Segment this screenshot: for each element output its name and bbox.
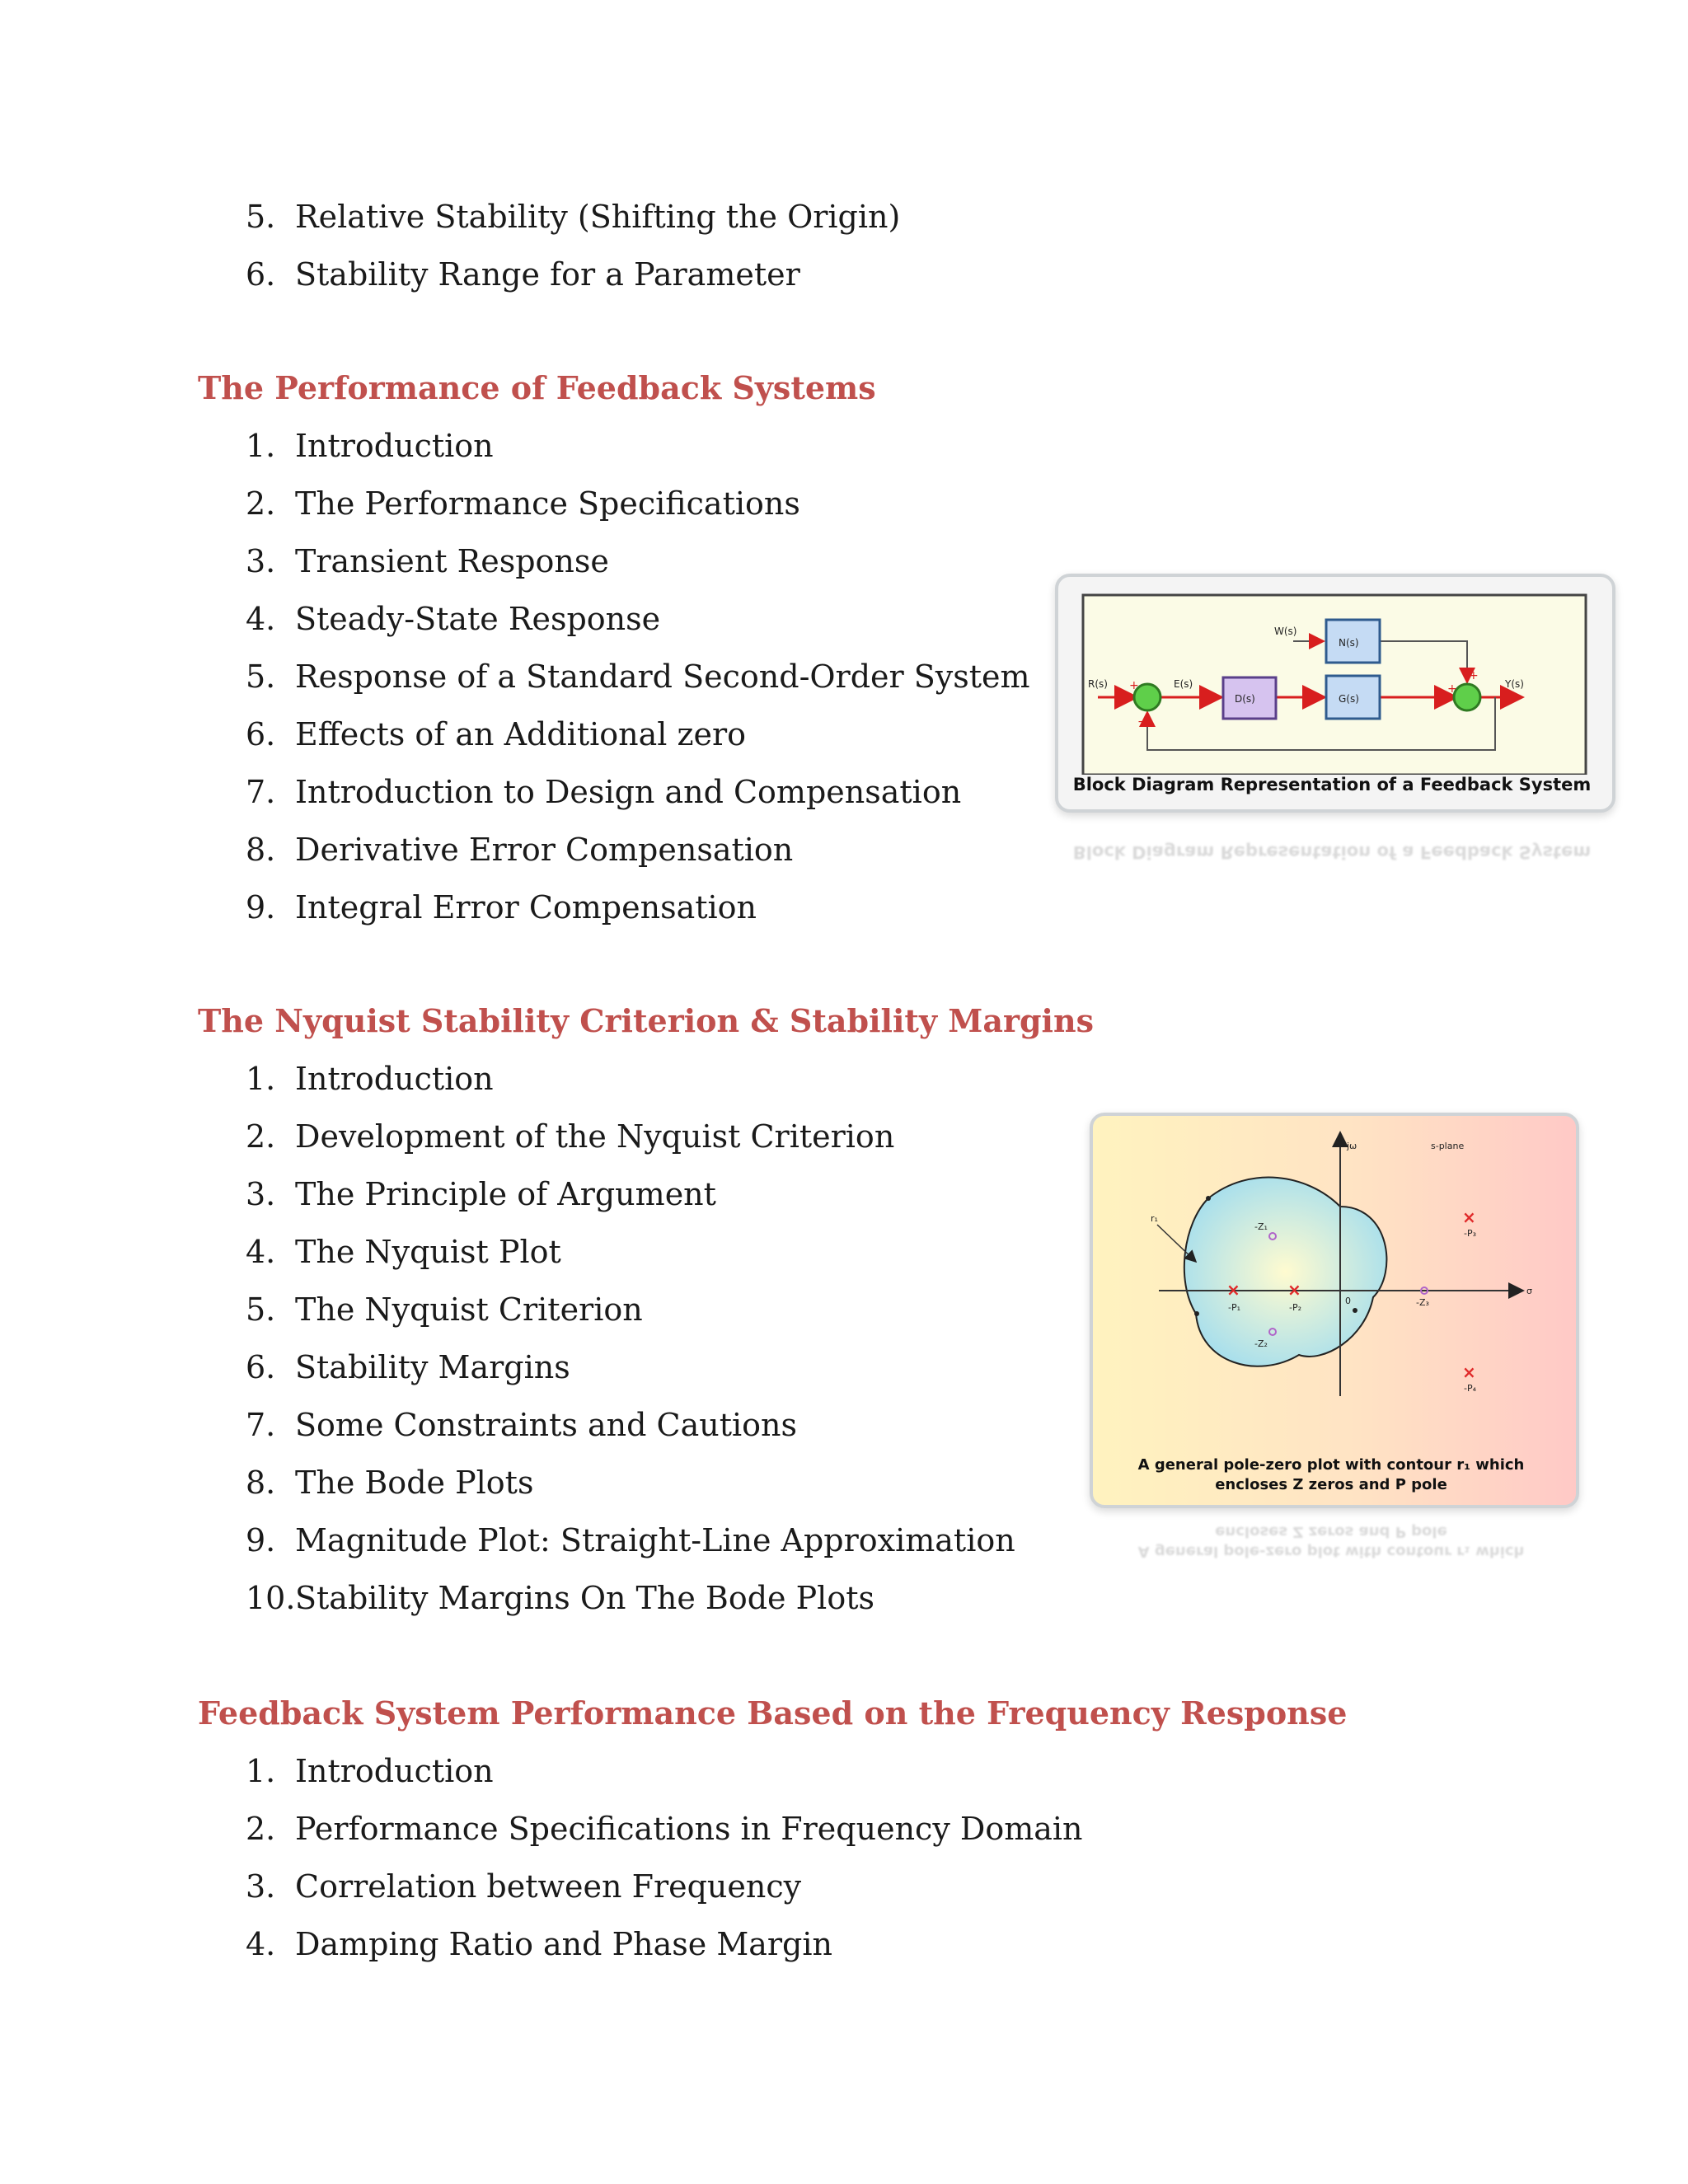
list-text: Relative Stability (Shifting the Origin) (295, 199, 901, 235)
list-number: 5. (246, 199, 276, 235)
block-diagram-figure (1055, 574, 1615, 887)
plus-sign: + (1469, 669, 1479, 682)
list-number: 4. (246, 1234, 276, 1270)
pole-label: -P₂ (1289, 1302, 1302, 1313)
pole-marker-icon: × (1462, 1362, 1476, 1382)
list-text: Stability Margins (295, 1349, 570, 1385)
controller-label: D(s) (1235, 693, 1255, 705)
list-text: The Performance Specifications (295, 485, 800, 522)
list-text: Steady-State Response (295, 601, 661, 637)
list-text: Introduction (295, 1753, 494, 1789)
pole-zero-caption-line1: A general pole-zero plot with contour r₁ which (1137, 1456, 1525, 1474)
pole-zero-reflection (1090, 1511, 1573, 1594)
jw-label: jω (1347, 1141, 1357, 1151)
list-text: Effects of an Additional zero (295, 716, 747, 752)
list-number: 9. (246, 889, 276, 926)
output-label: Y(s) (1505, 678, 1524, 690)
list-text: Derivative Error Compensation (295, 832, 794, 868)
list-text: Some Constraints and Cautions (295, 1407, 798, 1443)
list-number: 2. (246, 1811, 276, 1847)
list-text: Introduction to Design and Compensation (295, 774, 962, 810)
list-number: 9. (246, 1522, 276, 1558)
plus-sign: + (1129, 679, 1139, 692)
sigma-label: σ (1526, 1286, 1532, 1296)
list-number: 3. (246, 1868, 276, 1905)
pole-label: -P₃ (1464, 1228, 1477, 1239)
pole-zero-svg (1093, 1116, 1569, 1429)
contour-dot (1194, 1311, 1199, 1316)
list-number: 1. (246, 428, 276, 464)
pole-label: -P₁ (1228, 1302, 1241, 1313)
list-number: 8. (246, 1465, 276, 1501)
list-text: Response of a Standard Second-Order System (295, 658, 1030, 695)
input-label: R(s) (1088, 678, 1108, 690)
list-text: Transient Response (295, 543, 609, 579)
list-number: 4. (246, 601, 276, 637)
section-heading-performance: The Performance of Feedback Systems (198, 369, 876, 406)
list-text: Performance Specifications in Frequency Domain (295, 1811, 1083, 1847)
list-number: 3. (246, 543, 276, 579)
contour-label: r₁ (1151, 1213, 1158, 1224)
list-text: Introduction (295, 428, 494, 464)
noise-label: N(s) (1339, 637, 1359, 649)
list-number: 1. (246, 1753, 276, 1789)
list-number: 6. (246, 256, 276, 293)
list-text: Magnitude Plot: Straight-Line Approximation (295, 1522, 1015, 1558)
list-text: Development of the Nyquist Criterion (295, 1118, 895, 1155)
list-text: The Bode Plots (295, 1465, 534, 1501)
pole-zero-caption-line2: encloses Z zeros and P pole (1215, 1476, 1447, 1493)
reflection-caption (1090, 1521, 1573, 1561)
list-number: 7. (246, 774, 276, 810)
list-number: 7. (246, 1407, 276, 1443)
list-text: Introduction (295, 1061, 494, 1097)
block-diagram-caption: Block Diagram Representation of a Feedback System (1072, 775, 1592, 794)
list-number: 5. (246, 1291, 276, 1328)
list-number: 10. (246, 1580, 296, 1616)
block-diagram-reflection (1055, 818, 1609, 867)
plus-sign: + (1447, 682, 1457, 696)
list-number: 4. (246, 1926, 276, 1962)
list-number: 8. (246, 832, 276, 868)
contour-region (1184, 1178, 1387, 1366)
contour-dot (1353, 1308, 1357, 1313)
pole-zero-caption (1090, 1455, 1573, 1495)
disturbance-label: W(s) (1274, 626, 1297, 637)
reflection-caption-line2: encloses Z zeros and P pole (1215, 1523, 1447, 1540)
block-diagram-svg (1058, 577, 1606, 775)
plant-label: G(s) (1339, 693, 1359, 705)
list-number: 6. (246, 1349, 276, 1385)
list-text: Damping Ratio and Phase Margin (295, 1926, 833, 1962)
summing-junction-icon (1454, 684, 1480, 710)
section-heading-nyquist: The Nyquist Stability Criterion & Stability Margins (198, 1002, 1095, 1039)
pole-label: -P₄ (1464, 1383, 1477, 1394)
list-number: 2. (246, 1118, 276, 1155)
origin-label: 0 (1345, 1296, 1351, 1306)
list-number: 5. (246, 658, 276, 695)
list-number: 2. (246, 485, 276, 522)
reflection-caption: Block Diagram Representation of a Feedback System (1072, 842, 1592, 862)
zero-label: -Z₂ (1254, 1338, 1268, 1349)
pole-marker-icon: × (1226, 1280, 1240, 1300)
list-text: The Principle of Argument (295, 1176, 716, 1212)
list-text: The Nyquist Plot (295, 1234, 561, 1270)
list-text: Stability Margins On The Bode Plots (295, 1580, 874, 1616)
section-heading-frequency: Feedback System Performance Based on the Frequency Response (198, 1694, 1348, 1732)
list-text: The Nyquist Criterion (295, 1291, 643, 1328)
list-number: 1. (246, 1061, 276, 1097)
list-text: Correlation between Frequency (295, 1868, 802, 1905)
list-number: 6. (246, 716, 276, 752)
pole-marker-icon: × (1287, 1280, 1301, 1300)
minus-sign: − (1137, 715, 1147, 729)
list-text: Integral Error Compensation (295, 889, 757, 926)
zero-label: -Z₃ (1416, 1297, 1429, 1308)
list-number: 3. (246, 1176, 276, 1212)
pole-zero-figure (1090, 1113, 1579, 1607)
contour-dot (1206, 1196, 1211, 1201)
error-label: E(s) (1174, 678, 1193, 690)
s-plane-label: s-plane (1431, 1141, 1465, 1151)
list-text: Stability Range for a Parameter (295, 256, 800, 293)
reflection-caption-line1: A general pole-zero plot with contour r₁ which (1137, 1543, 1525, 1560)
zero-label: -Z₁ (1254, 1221, 1268, 1232)
pole-marker-icon: × (1462, 1207, 1476, 1227)
